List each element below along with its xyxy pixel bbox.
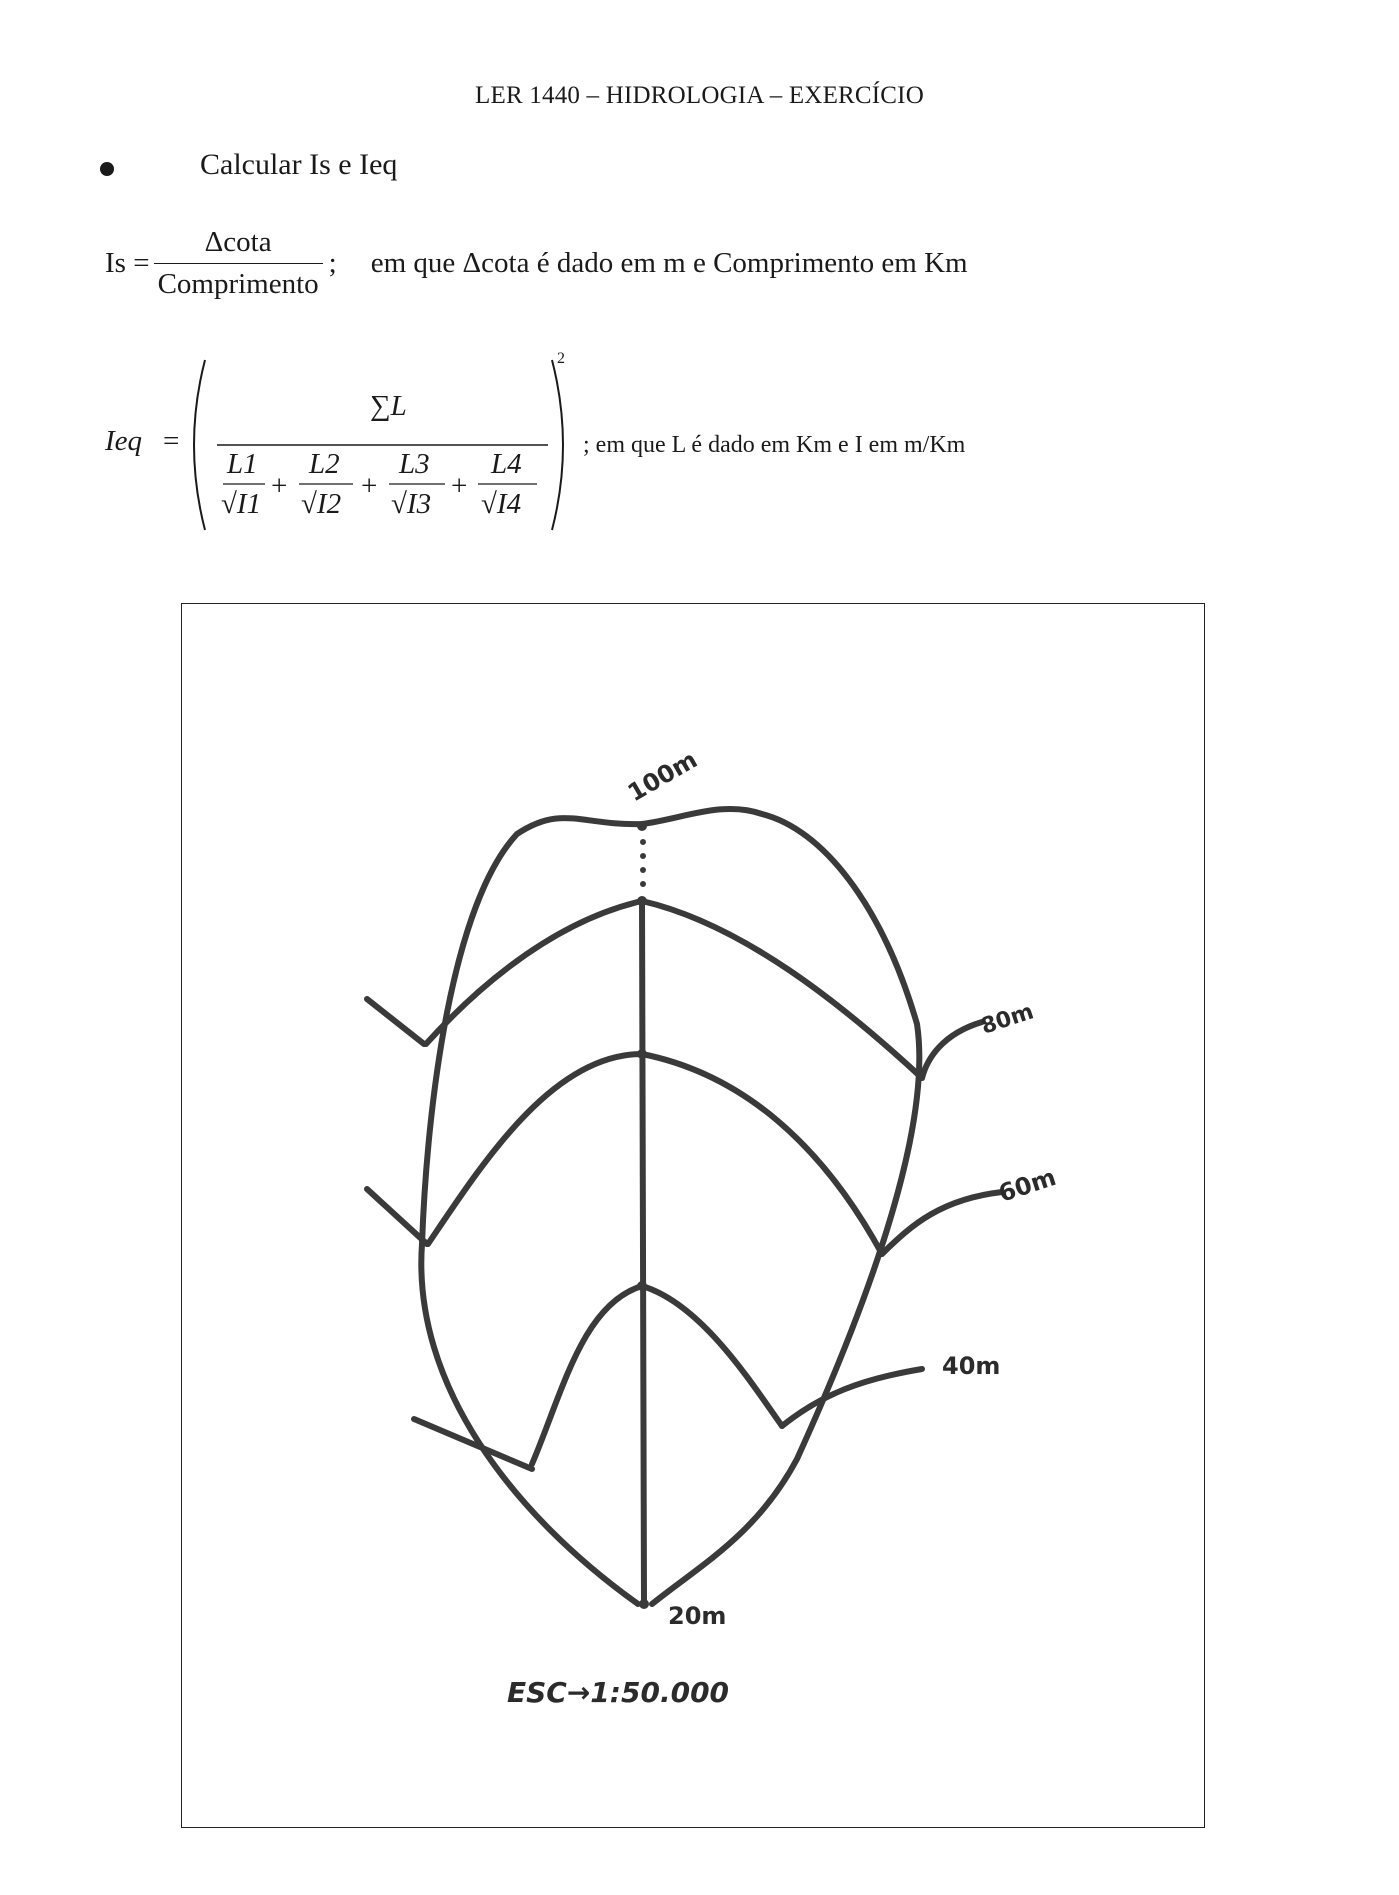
tributary-left-3 bbox=[414, 1419, 532, 1469]
tributary-right-1 bbox=[922, 1022, 982, 1078]
ieq-term-1-num: L1 bbox=[227, 448, 258, 480]
is-formula-lhs: Is = bbox=[105, 247, 150, 279]
contour-label-60m: 60m bbox=[995, 1163, 1060, 1208]
ieq-term-2-num: L2 bbox=[309, 448, 340, 480]
ieq-formula-note: ; em que L é dado em Km e I em m/Km bbox=[583, 432, 966, 458]
is-formula-fraction bbox=[154, 226, 323, 301]
is-formula-denominator: Comprimento bbox=[154, 263, 323, 301]
ieq-term-3-den: √I3 bbox=[391, 488, 432, 520]
tributary-left-1 bbox=[367, 999, 424, 1044]
scale-label: ESC→1:50.000 bbox=[507, 1676, 730, 1709]
task-statement: Calcular Is e Ieq bbox=[200, 148, 398, 181]
watershed-outline bbox=[421, 809, 919, 1604]
is-formula-separator: ; bbox=[328, 247, 337, 279]
contour-label-20m: 20m bbox=[668, 1602, 727, 1630]
is-formula-note: em que Δcota é dado em m e Comprimento em Km bbox=[370, 247, 968, 279]
document-title: LER 1440 – HIDROLOGIA – EXERCÍCIO bbox=[475, 82, 924, 109]
watershed-figure-frame bbox=[181, 603, 1205, 1828]
contour-40m bbox=[532, 1286, 782, 1464]
ieq-plus-1: + bbox=[271, 470, 288, 502]
ieq-term-4-num: L4 bbox=[491, 448, 522, 480]
contour-label-40m: 40m bbox=[942, 1352, 1001, 1380]
main-channel bbox=[642, 901, 644, 1604]
ieq-term-1-den: √I1 bbox=[221, 488, 262, 520]
contour-60m bbox=[428, 1054, 882, 1254]
is-formula bbox=[105, 226, 968, 301]
tributary-right-2 bbox=[882, 1192, 1002, 1254]
contour-label-100m: 100m bbox=[623, 745, 703, 808]
contour-80m bbox=[426, 901, 922, 1078]
watershed-sketch bbox=[182, 604, 1206, 1829]
ieq-term-3-num: L3 bbox=[399, 448, 430, 480]
tributary-left-2 bbox=[367, 1189, 427, 1244]
contour-label-80m: 80m bbox=[978, 999, 1037, 1040]
ieq-term-2-den: √I2 bbox=[301, 488, 342, 520]
ieq-plus-3: + bbox=[451, 470, 468, 502]
ieq-formula-exponent: 2 bbox=[557, 350, 565, 367]
ieq-formula-equals: = bbox=[163, 425, 180, 457]
is-formula-numerator: Δcota bbox=[204, 226, 272, 258]
bullet-icon bbox=[100, 162, 114, 176]
ieq-plus-2: + bbox=[361, 470, 378, 502]
ieq-term-4-den: √I4 bbox=[481, 488, 522, 520]
ieq-formula-numerator: ∑L bbox=[370, 390, 407, 422]
tributary-right-3 bbox=[782, 1369, 922, 1426]
ieq-formula-lhs: Ieq bbox=[105, 425, 143, 457]
ieq-formula bbox=[105, 350, 1105, 550]
